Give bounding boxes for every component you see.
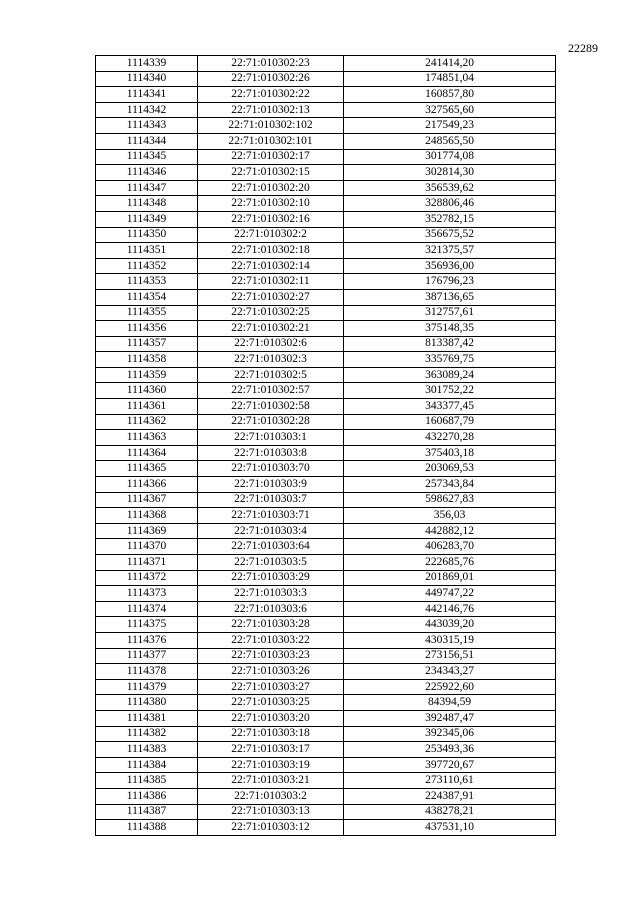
table-row — [96, 305, 556, 321]
table-row — [96, 539, 556, 555]
value-cell: 248565,50 — [344, 133, 556, 149]
record-number-cell: 1114386 — [96, 788, 198, 804]
page-number: 22289 — [568, 41, 598, 55]
cadastral-number-cell: 22:71:010303:13 — [198, 804, 344, 820]
value-cell: 321375,57 — [344, 243, 556, 259]
record-number-cell: 1114371 — [96, 555, 198, 571]
table-row — [96, 71, 556, 87]
cadastral-number-cell: 22:71:010302:20 — [198, 180, 344, 196]
value-cell: 203069,53 — [344, 461, 556, 477]
cadastral-number-cell: 22:71:010303:20 — [198, 710, 344, 726]
value-cell: 160857,80 — [344, 87, 556, 103]
record-number-cell: 1114351 — [96, 243, 198, 259]
record-number-cell: 1114356 — [96, 321, 198, 337]
record-number-cell: 1114388 — [96, 820, 198, 836]
cadastral-number-cell: 22:71:010302:58 — [198, 399, 344, 415]
value-cell: 335769,75 — [344, 352, 556, 368]
table-row — [96, 289, 556, 305]
record-number-cell: 1114384 — [96, 757, 198, 773]
record-number-cell: 1114343 — [96, 118, 198, 134]
value-cell: 160687,79 — [344, 414, 556, 430]
value-cell: 387136,65 — [344, 289, 556, 305]
record-number-cell: 1114347 — [96, 180, 198, 196]
cadastral-number-cell: 22:71:010302:5 — [198, 367, 344, 383]
table-row — [96, 430, 556, 446]
table-row — [96, 632, 556, 648]
record-number-cell: 1114342 — [96, 102, 198, 118]
cadastral-number-cell: 22:71:010303:8 — [198, 445, 344, 461]
cadastral-number-cell: 22:71:010303:29 — [198, 570, 344, 586]
table-row — [96, 742, 556, 758]
cadastral-number-cell: 22:71:010302:22 — [198, 87, 344, 103]
value-cell: 430315,19 — [344, 632, 556, 648]
value-cell: 356675,52 — [344, 227, 556, 243]
cadastral-number-cell: 22:71:010302:16 — [198, 211, 344, 227]
record-number-cell: 1114377 — [96, 648, 198, 664]
cadastral-number-cell: 22:71:010302:15 — [198, 165, 344, 181]
cadastral-number-cell: 22:71:010303:17 — [198, 742, 344, 758]
record-number-cell: 1114376 — [96, 632, 198, 648]
cadastral-number-cell: 22:71:010302:3 — [198, 352, 344, 368]
cadastral-number-cell: 22:71:010302:14 — [198, 258, 344, 274]
table-row — [96, 352, 556, 368]
value-cell: 273110,61 — [344, 773, 556, 789]
value-cell: 443039,20 — [344, 617, 556, 633]
table-row — [96, 477, 556, 493]
value-cell: 438278,21 — [344, 804, 556, 820]
table-row — [96, 710, 556, 726]
cadastral-number-cell: 22:71:010303:2 — [198, 788, 344, 804]
cadastral-number-cell: 22:71:010303:64 — [198, 539, 344, 555]
value-cell: 356936,00 — [344, 258, 556, 274]
value-cell: 253493,36 — [344, 742, 556, 758]
value-cell: 437531,10 — [344, 820, 556, 836]
table-row — [96, 445, 556, 461]
record-number-cell: 1114366 — [96, 477, 198, 493]
record-number-cell: 1114365 — [96, 461, 198, 477]
value-cell: 327565,60 — [344, 102, 556, 118]
cadastral-number-cell: 22:71:010302:10 — [198, 196, 344, 212]
value-cell: 442146,76 — [344, 601, 556, 617]
cadastral-number-cell: 22:71:010302:28 — [198, 414, 344, 430]
record-number-cell: 1114378 — [96, 664, 198, 680]
table-row — [96, 336, 556, 352]
value-cell: 225922,60 — [344, 679, 556, 695]
table-row — [96, 492, 556, 508]
record-number-cell: 1114375 — [96, 617, 198, 633]
cadastral-number-cell: 22:71:010302:101 — [198, 133, 344, 149]
table-row — [96, 586, 556, 602]
record-number-cell: 1114345 — [96, 149, 198, 165]
record-number-cell: 1114368 — [96, 508, 198, 524]
record-number-cell: 1114374 — [96, 601, 198, 617]
record-number-cell: 1114385 — [96, 773, 198, 789]
value-cell: 222685,76 — [344, 555, 556, 571]
value-cell: 302814,30 — [344, 165, 556, 181]
cadastral-number-cell: 22:71:010302:25 — [198, 305, 344, 321]
table-row — [96, 383, 556, 399]
value-cell: 257343,84 — [344, 477, 556, 493]
table-row — [96, 56, 556, 72]
table-row — [96, 461, 556, 477]
table-row — [96, 788, 556, 804]
cadastral-number-cell: 22:71:010302:2 — [198, 227, 344, 243]
table-row — [96, 321, 556, 337]
record-number-cell: 1114373 — [96, 586, 198, 602]
table-row — [96, 570, 556, 586]
cadastral-number-cell: 22:71:010303:4 — [198, 523, 344, 539]
record-number-cell: 1114340 — [96, 71, 198, 87]
record-number-cell: 1114382 — [96, 726, 198, 742]
record-number-cell: 1114355 — [96, 305, 198, 321]
record-number-cell: 1114383 — [96, 742, 198, 758]
record-number-cell: 1114369 — [96, 523, 198, 539]
table-row — [96, 648, 556, 664]
table-row — [96, 165, 556, 181]
record-number-cell: 1114363 — [96, 430, 198, 446]
value-cell: 356,03 — [344, 508, 556, 524]
value-cell: 392345,06 — [344, 726, 556, 742]
cadastral-number-cell: 22:71:010302:17 — [198, 149, 344, 165]
record-number-cell: 1114358 — [96, 352, 198, 368]
cadastral-number-cell: 22:71:010302:21 — [198, 321, 344, 337]
table-row — [96, 118, 556, 134]
value-cell: 375148,35 — [344, 321, 556, 337]
record-number-cell: 1114354 — [96, 289, 198, 305]
table-row — [96, 180, 556, 196]
table-row — [96, 695, 556, 711]
cadastral-number-cell: 22:71:010302:13 — [198, 102, 344, 118]
value-cell: 392487,47 — [344, 710, 556, 726]
record-number-cell: 1114357 — [96, 336, 198, 352]
record-number-cell: 1114360 — [96, 383, 198, 399]
table-row — [96, 664, 556, 680]
record-number-cell: 1114381 — [96, 710, 198, 726]
cadastral-number-cell: 22:71:010303:71 — [198, 508, 344, 524]
value-cell: 217549,23 — [344, 118, 556, 134]
value-cell: 301752,22 — [344, 383, 556, 399]
record-number-cell: 1114364 — [96, 445, 198, 461]
table-row — [96, 133, 556, 149]
table-row — [96, 617, 556, 633]
table-row — [96, 757, 556, 773]
record-number-cell: 1114350 — [96, 227, 198, 243]
record-number-cell: 1114353 — [96, 274, 198, 290]
record-number-cell: 1114387 — [96, 804, 198, 820]
value-cell: 598627,83 — [344, 492, 556, 508]
record-number-cell: 1114341 — [96, 87, 198, 103]
table-row — [96, 555, 556, 571]
cadastral-number-cell: 22:71:010302:102 — [198, 118, 344, 134]
cadastral-number-cell: 22:71:010302:26 — [198, 71, 344, 87]
record-number-cell: 1114380 — [96, 695, 198, 711]
table-row — [96, 804, 556, 820]
value-cell: 356539,62 — [344, 180, 556, 196]
value-cell: 363089,24 — [344, 367, 556, 383]
value-cell: 176796,23 — [344, 274, 556, 290]
table-row — [96, 243, 556, 259]
cadastral-number-cell: 22:71:010303:28 — [198, 617, 344, 633]
value-cell: 201869,01 — [344, 570, 556, 586]
table-row — [96, 820, 556, 836]
value-cell: 449747,22 — [344, 586, 556, 602]
cadastral-number-cell: 22:71:010303:12 — [198, 820, 344, 836]
table-row — [96, 773, 556, 789]
table-row — [96, 726, 556, 742]
record-number-cell: 1114348 — [96, 196, 198, 212]
value-cell: 84394,59 — [344, 695, 556, 711]
cadastral-number-cell: 22:71:010303:19 — [198, 757, 344, 773]
value-cell: 273156,51 — [344, 648, 556, 664]
cadastral-number-cell: 22:71:010302:6 — [198, 336, 344, 352]
table-row — [96, 87, 556, 103]
value-cell: 352782,15 — [344, 211, 556, 227]
cadastral-number-cell: 22:71:010302:11 — [198, 274, 344, 290]
cadastral-number-cell: 22:71:010302:57 — [198, 383, 344, 399]
value-cell: 301774,08 — [344, 149, 556, 165]
table-row — [96, 523, 556, 539]
cadastral-number-cell: 22:71:010303:1 — [198, 430, 344, 446]
value-cell: 328806,46 — [344, 196, 556, 212]
record-number-cell: 1114346 — [96, 165, 198, 181]
record-number-cell: 1114359 — [96, 367, 198, 383]
record-number-cell: 1114372 — [96, 570, 198, 586]
record-number-cell: 1114379 — [96, 679, 198, 695]
cadastral-number-cell: 22:71:010303:18 — [198, 726, 344, 742]
value-cell: 312757,61 — [344, 305, 556, 321]
record-number-cell: 1114370 — [96, 539, 198, 555]
cadastral-number-cell: 22:71:010302:27 — [198, 289, 344, 305]
table-row — [96, 414, 556, 430]
value-cell: 234343,27 — [344, 664, 556, 680]
cadastral-number-cell: 22:71:010303:26 — [198, 664, 344, 680]
table-row — [96, 367, 556, 383]
value-cell: 432270,28 — [344, 430, 556, 446]
record-number-cell: 1114352 — [96, 258, 198, 274]
table-row — [96, 211, 556, 227]
table-row — [96, 102, 556, 118]
table-row — [96, 149, 556, 165]
record-number-cell: 1114339 — [96, 56, 198, 72]
table-row — [96, 601, 556, 617]
value-cell: 406283,70 — [344, 539, 556, 555]
cadastral-number-cell: 22:71:010303:6 — [198, 601, 344, 617]
cadastral-number-cell: 22:71:010303:25 — [198, 695, 344, 711]
table-row — [96, 399, 556, 415]
value-cell: 241414,20 — [344, 56, 556, 72]
cadastral-number-cell: 22:71:010303:7 — [198, 492, 344, 508]
record-number-cell: 1114367 — [96, 492, 198, 508]
cadastral-number-cell: 22:71:010302:18 — [198, 243, 344, 259]
table-row — [96, 258, 556, 274]
cadastral-number-cell: 22:71:010303:27 — [198, 679, 344, 695]
value-cell: 174851,04 — [344, 71, 556, 87]
value-cell: 813387,42 — [344, 336, 556, 352]
table-row — [96, 508, 556, 524]
cadastral-table — [95, 55, 556, 836]
cadastral-number-cell: 22:71:010303:5 — [198, 555, 344, 571]
value-cell: 375403,18 — [344, 445, 556, 461]
table-row — [96, 679, 556, 695]
value-cell: 224387,91 — [344, 788, 556, 804]
value-cell: 397720,67 — [344, 757, 556, 773]
record-number-cell: 1114349 — [96, 211, 198, 227]
cadastral-number-cell: 22:71:010303:23 — [198, 648, 344, 664]
record-number-cell: 1114362 — [96, 414, 198, 430]
record-number-cell: 1114344 — [96, 133, 198, 149]
cadastral-number-cell: 22:71:010303:21 — [198, 773, 344, 789]
value-cell: 343377,45 — [344, 399, 556, 415]
table-row — [96, 274, 556, 290]
record-number-cell: 1114361 — [96, 399, 198, 415]
value-cell: 442882,12 — [344, 523, 556, 539]
table-body — [96, 56, 556, 836]
cadastral-number-cell: 22:71:010303:70 — [198, 461, 344, 477]
table-row — [96, 196, 556, 212]
cadastral-number-cell: 22:71:010303:9 — [198, 477, 344, 493]
cadastral-number-cell: 22:71:010303:3 — [198, 586, 344, 602]
cadastral-number-cell: 22:71:010303:22 — [198, 632, 344, 648]
table-row — [96, 227, 556, 243]
cadastral-number-cell: 22:71:010302:23 — [198, 56, 344, 72]
